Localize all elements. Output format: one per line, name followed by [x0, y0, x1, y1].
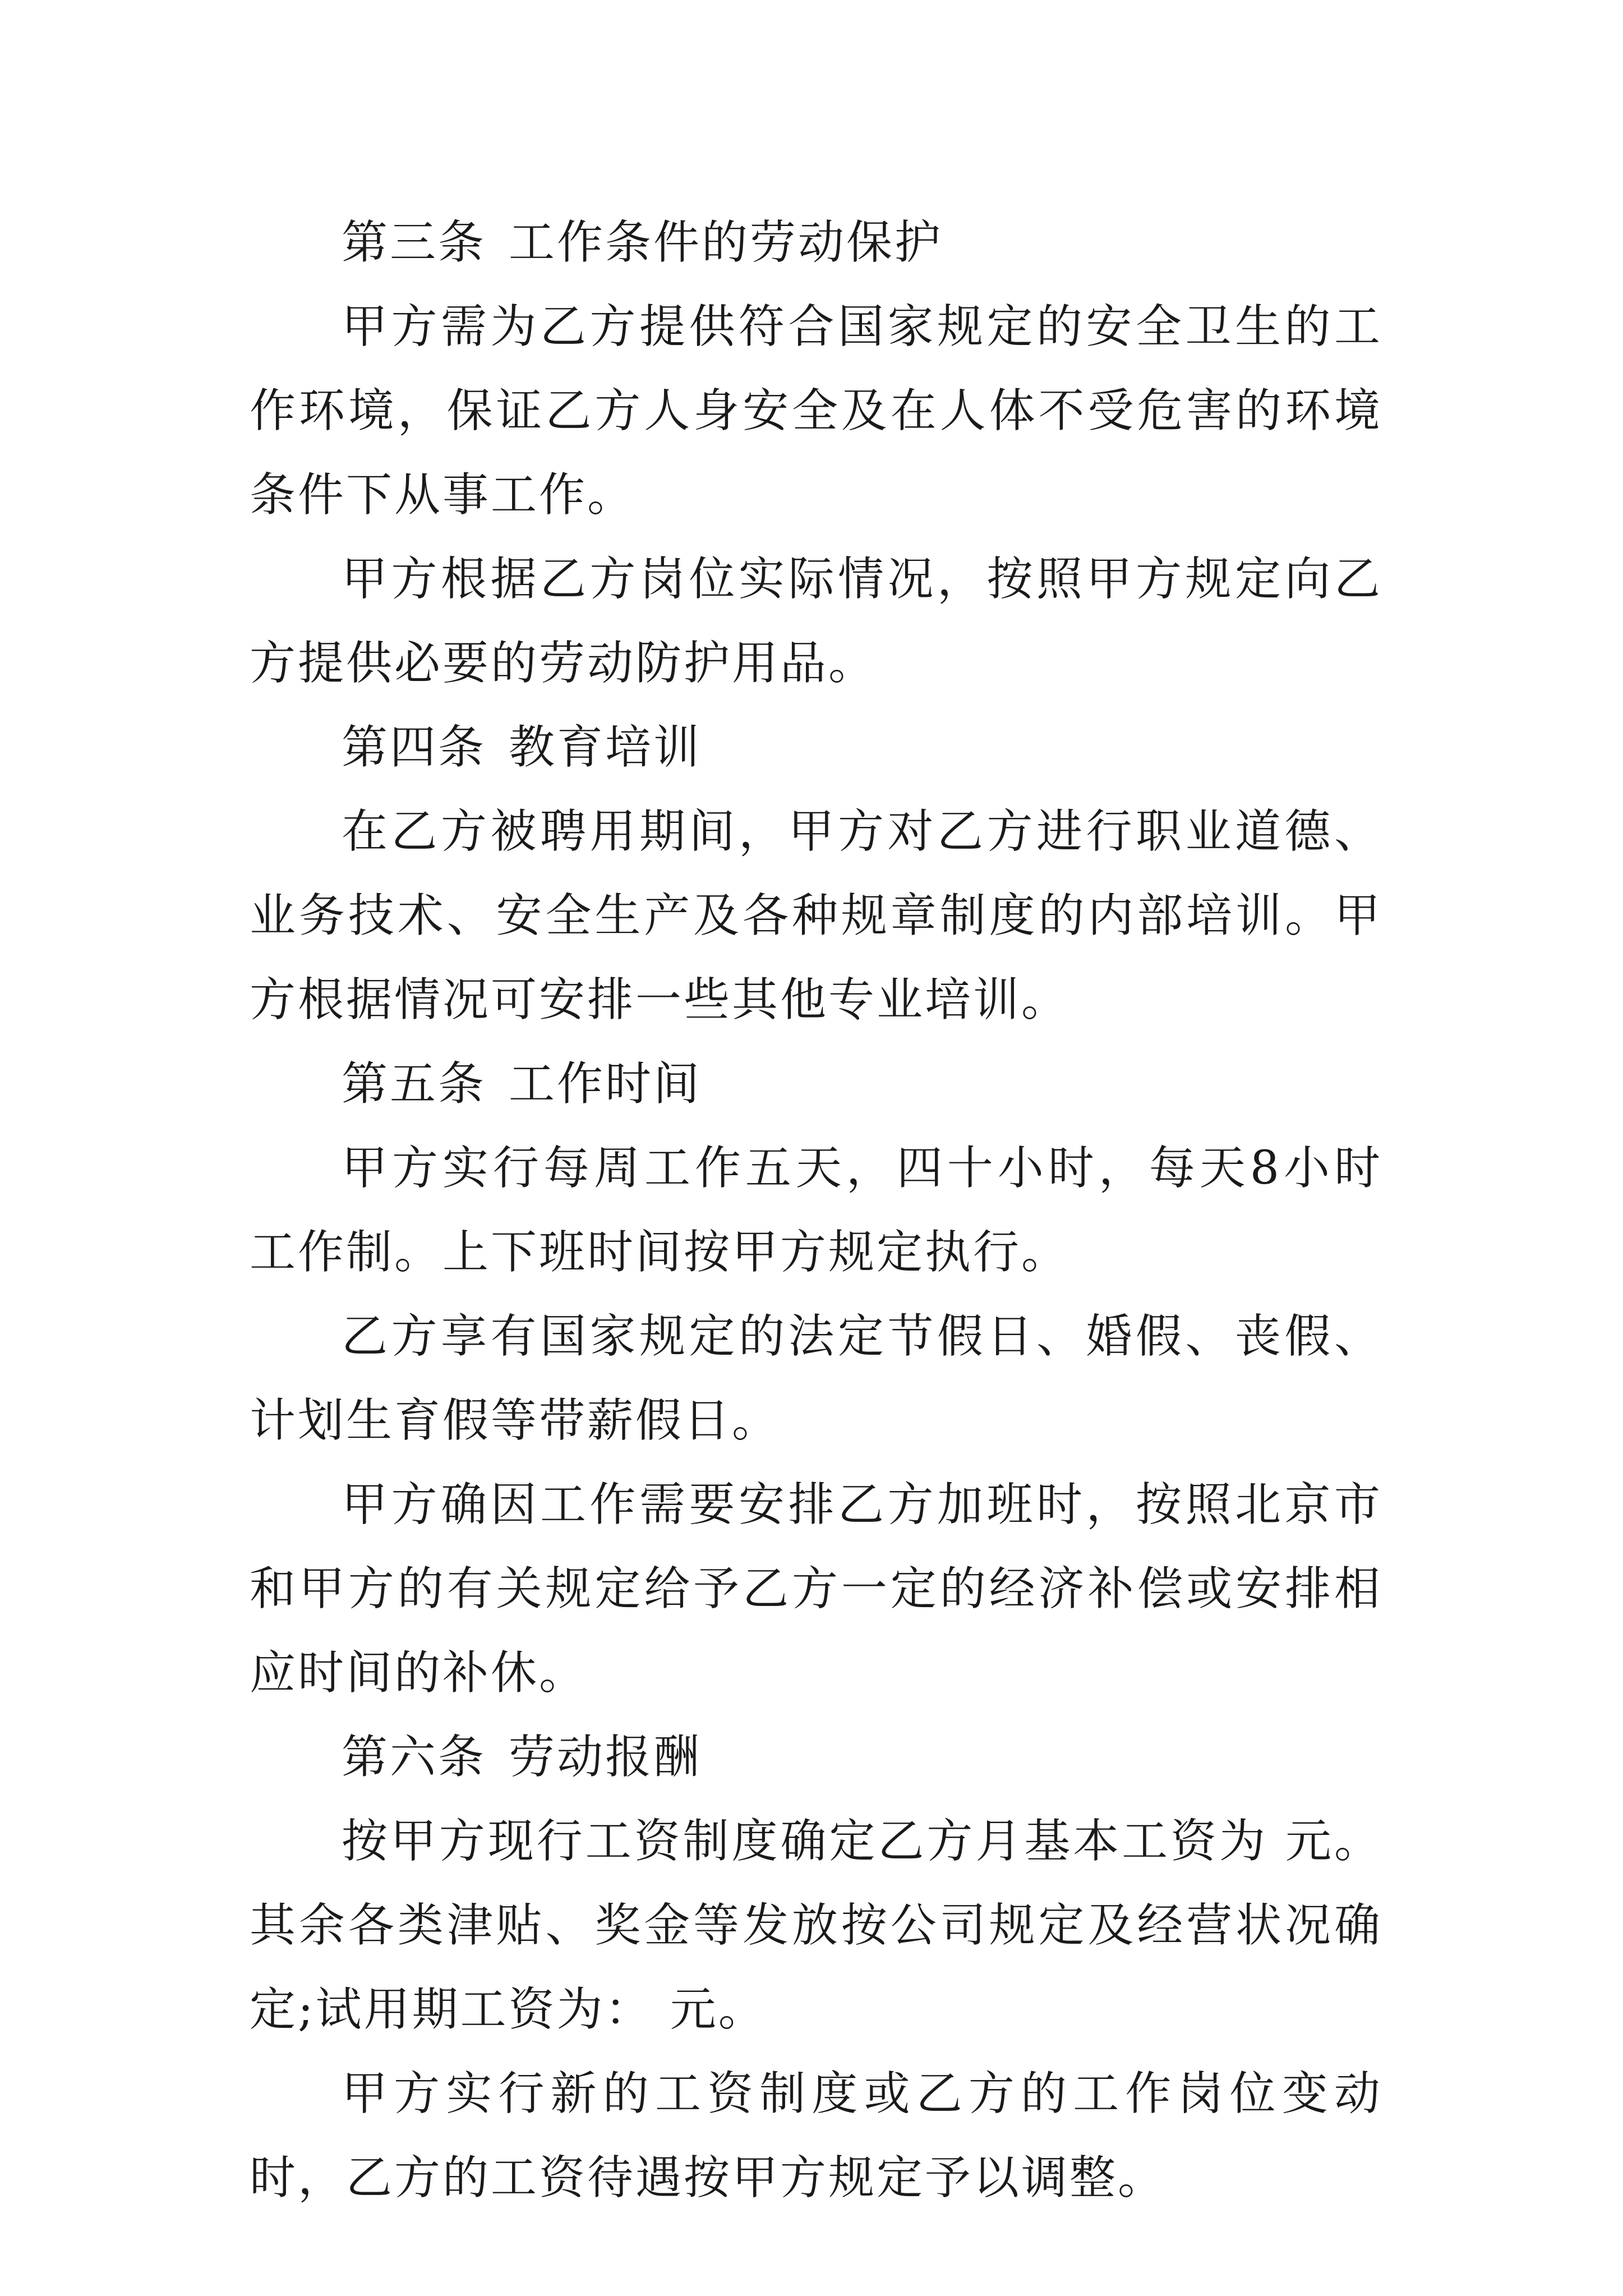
document-body — [250, 201, 1382, 2220]
article-4-number: 第四条 — [342, 721, 487, 774]
article-6-paragraph-2: 甲方实行新的工资制度或乙方的工作岗位变动时，乙方的工资待遇按甲方规定予以调整。 — [250, 2067, 1382, 2205]
article-5-title: 工作时间 — [509, 1057, 702, 1111]
article-5-paragraph-3: 甲方确因工作需要安排乙方加班时，按照北京市和甲方的有关规定给予乙方一定的经济补偿或安排相应时间的补休。 — [250, 1478, 1382, 1700]
article-5-paragraph-2: 乙方享有国家规定的法定节假日、婚假、丧假、计划生育假等带薪假日。 — [250, 1310, 1382, 1447]
article-3-title: 工作条件的劳动保护 — [509, 216, 943, 269]
article-3-heading — [250, 201, 1382, 285]
article-6-number: 第六条 — [342, 1731, 487, 1784]
article-5-number: 第五条 — [342, 1057, 487, 1111]
article-3-number: 第三条 — [342, 216, 487, 269]
article-6-paragraph-1: 按甲方现行工资制度确定乙方月基本工资为 元。其余各类津贴、奖金等发放按公司规定及经营状况确定;试用期工资为： 元。 — [250, 1815, 1382, 2036]
article-3-paragraph-2: 甲方根据乙方岗位实际情况，按照甲方规定向乙方提供必要的劳动防护用品。 — [250, 553, 1382, 690]
article-5-paragraph-1: 甲方实行每周工作五天，四十小时，每天8小时工作制。上下班时间按甲方规定执行。 — [250, 1142, 1382, 1279]
article-3-paragraph-1: 甲方需为乙方提供符合国家规定的安全卫生的工作环境，保证乙方人身安全及在人体不受危害的环境条件下从事工作。 — [250, 300, 1382, 522]
article-4-paragraph-1: 在乙方被聘用期间，甲方对乙方进行职业道德、业务技术、安全生产及各种规章制度的内部培训。甲方根据情况可安排一些其他专业培训。 — [250, 805, 1382, 1027]
article-5-heading — [250, 1042, 1382, 1126]
article-4-title: 教育培训 — [509, 721, 702, 774]
article-6-title: 劳动报酬 — [509, 1731, 702, 1784]
article-4-heading — [250, 706, 1382, 790]
article-6-heading — [250, 1715, 1382, 1800]
